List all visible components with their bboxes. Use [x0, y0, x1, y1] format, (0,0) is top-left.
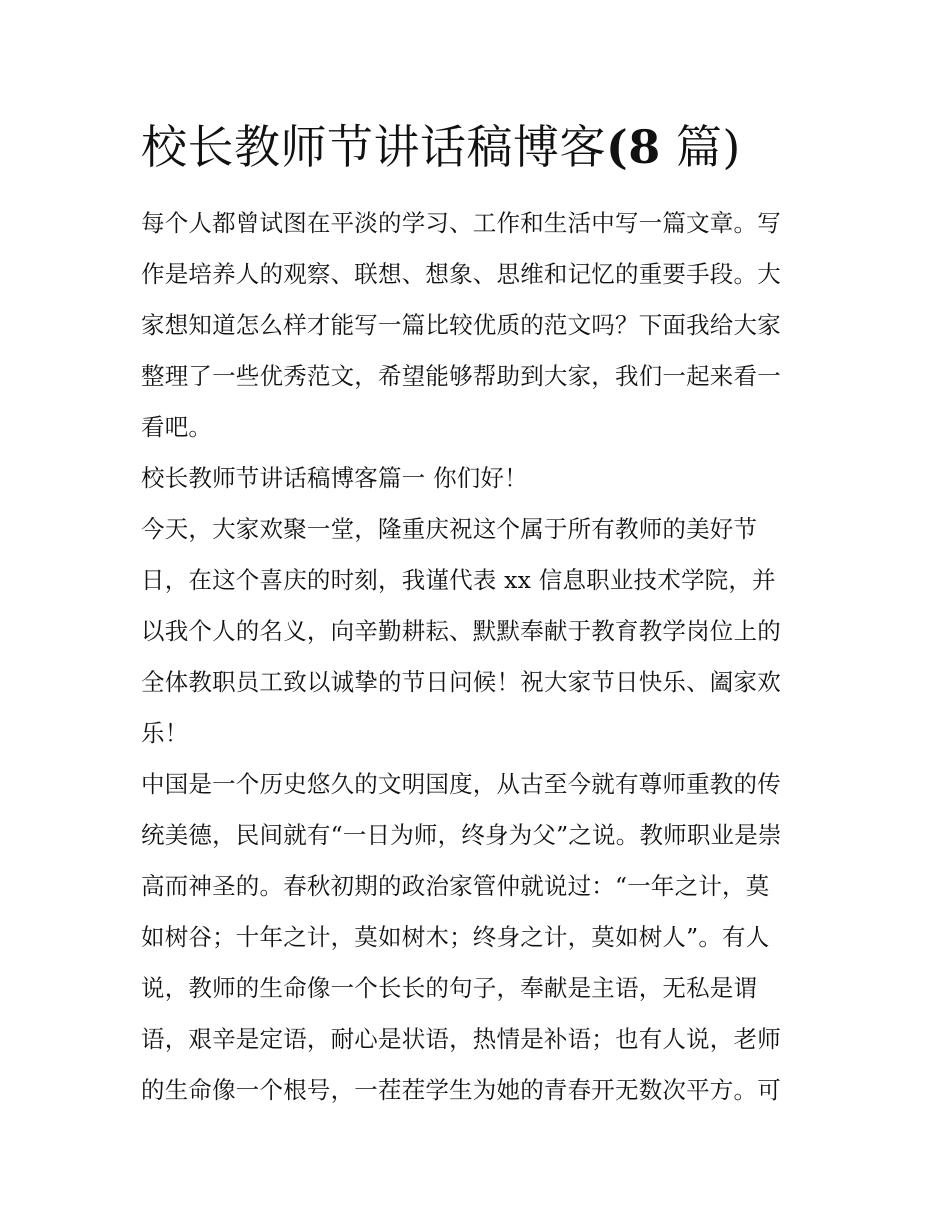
- text-line: 全体教职员工致以诚挚的节日问候！祝大家节日快乐、阖家欢: [141, 668, 781, 696]
- text-line: 如树谷；十年之计，莫如树木；终身之计，莫如树人”。有人: [141, 923, 770, 951]
- text-line: 说，教师的生命像一个长长的句子，奉献是主语，无私是谓: [141, 974, 758, 1002]
- section-heading: 校长教师节讲话稿博客篇一 你们好！: [141, 464, 528, 492]
- text-line: 统美德，民间就有“一日为师，终身为父”之说。教师职业是崇: [141, 821, 782, 849]
- text-line: 日，在这个喜庆的时刻，我谨代表 xx 信息职业技术学院，并: [141, 566, 776, 594]
- document-title: [141, 114, 741, 180]
- text-line: 作是培养人的观察、联想、想象、思维和记忆的重要手段。大: [141, 260, 781, 288]
- text-line: 乐！: [141, 719, 189, 747]
- text-line: 看吧。: [141, 413, 213, 441]
- text-line: 中国是一个历史悠久的文明国度，从古至今就有尊师重教的传: [141, 770, 781, 798]
- text-line: 家想知道怎么样才能写一篇比较优质的范文吗？下面我给大家: [141, 311, 781, 339]
- title-text: 校长教师节讲话稿博客: [141, 120, 606, 174]
- title-count: (8: [606, 120, 661, 174]
- document-body: [141, 198, 811, 1116]
- text-line: 高而神圣的。春秋初期的政治家管仲就说过：“一年之计，莫: [141, 872, 770, 900]
- text-line: 以我个人的名义，向辛勤耕耘、默默奉献于教育教学岗位上的: [141, 617, 781, 645]
- text-line: 语，艰辛是定语，耐心是状语，热情是补语；也有人说，老师: [141, 1025, 781, 1053]
- text-line: 的生命像一个根号，一茬茬学生为她的青春开无数次平方。可: [141, 1076, 781, 1104]
- text-line: 今天，大家欢聚一堂，隆重庆祝这个属于所有教师的美好节: [141, 515, 758, 543]
- text-line: 每个人都曾试图在平淡的学习、工作和生活中写一篇文章。写: [141, 209, 781, 237]
- title-suffix: 篇): [675, 120, 741, 174]
- text-line: 整理了一些优秀范文，希望能够帮助到大家，我们一起来看一: [141, 362, 781, 390]
